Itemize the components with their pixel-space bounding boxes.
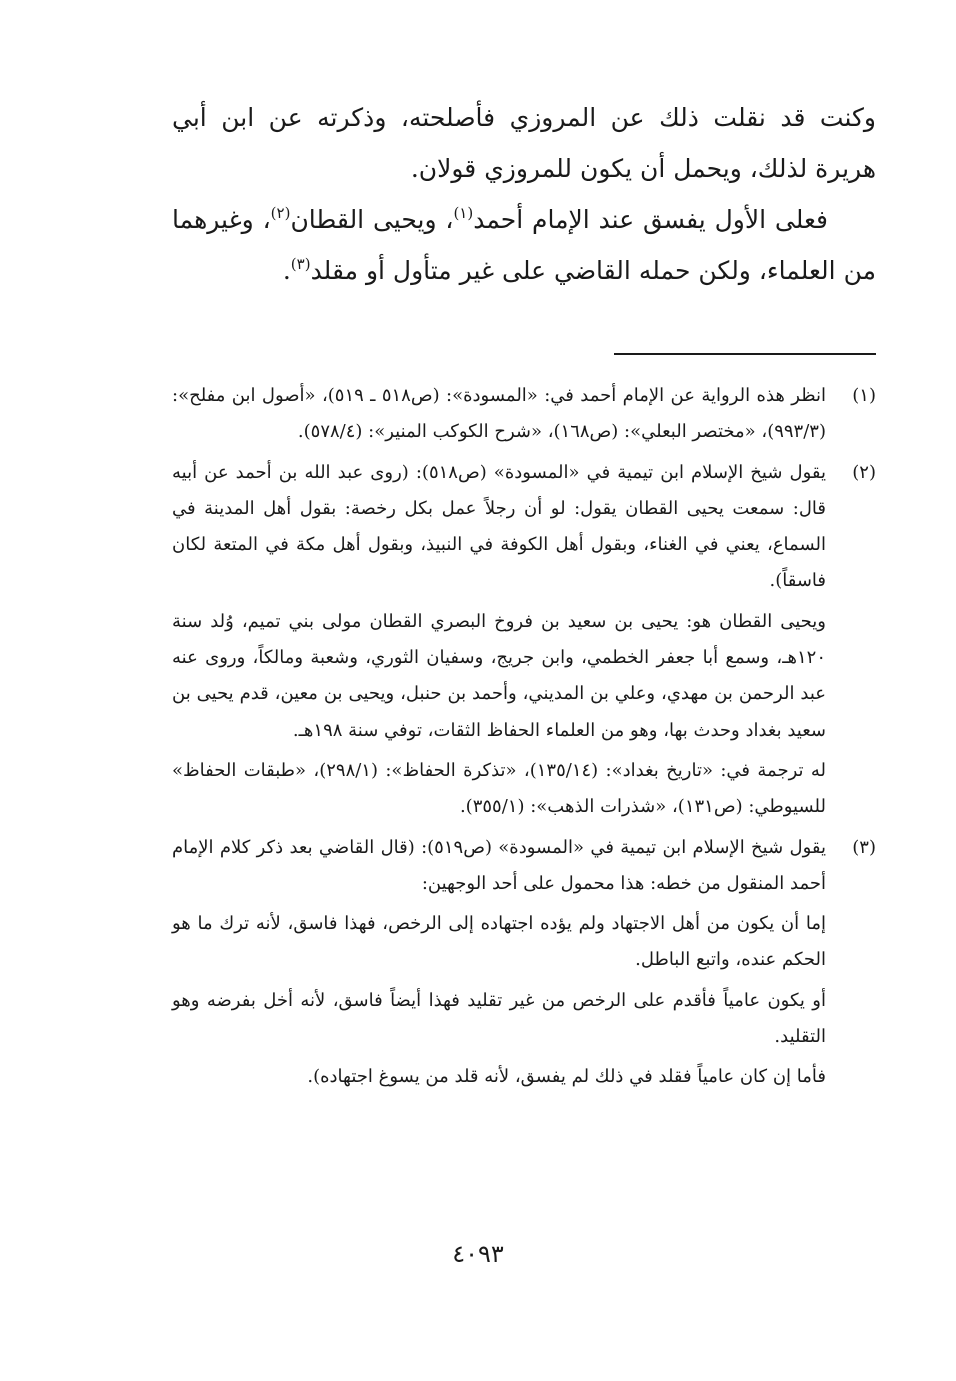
footnote-1 — [172, 378, 876, 451]
main-paragraph-1: وكنت قد نقلت ذلك عن المروزي فأصلحته، وذكرته عن ابن أبي هريرة لذلك، ويحمل أن يكون للمروزي قولان. — [172, 103, 876, 183]
main-paragraph-2-part-2: ، ويحيى القطان — [290, 205, 454, 234]
footnote-separator — [614, 353, 876, 355]
footnote-ref-2[interactable]: (٢) — [270, 204, 291, 222]
footnotes — [172, 378, 876, 1100]
footnote-paragraph: إما أن يكون من أهل الاجتهاد ولم يؤده اجتهاده إلى الرخص، فهذا فاسق، لأنه ترك ما هو الحكم عنده، واتبع الباطل. — [172, 913, 826, 971]
main-paragraph-2-part-3: ، وغيرهما من العلماء، ولكن حمله القاضي على غير متأول أو مقلد — [172, 205, 876, 285]
footnote-ref-3[interactable]: (٣) — [290, 255, 311, 273]
main-paragraph-2-part-1: فعلى الأول يفسق عند الإمام أحمد — [473, 205, 828, 234]
page-number: ٤٠٩٣ — [452, 1240, 504, 1268]
footnote-number: (١) — [852, 385, 876, 406]
footnote-paragraph: له ترجمة في: «تاريخ بغداد»: (١٣٥/١٤)، «تذكرة الحفاظ»: (٢٩٨/١)، «طبقات الحفاظ» للسيوطي: (ص١٣١)، «شذرات الذهب»: (٣٥٥/١). — [172, 759, 827, 818]
footnote-ref-1[interactable]: (١) — [453, 204, 474, 222]
footnote-paragraph: أو يكون عامياً فأقدم على الرخص من غير تقليد فهذا أيضاً فاسق، لأنه أخل بفرضه وهو التقليد. — [172, 989, 826, 1048]
footnote-number: (٣) — [852, 836, 876, 858]
footnote-paragraph: يقول شيخ الإسلام ابن تيمية في «المسودة» (ص٥١٩): (قال القاضي بعد ذكر كلام الإمام أحمد المنقول من خطه: هذا محمول على أحد الوجهين: — [172, 836, 826, 894]
main-paragraph-2-part-4: . — [282, 256, 291, 285]
main-paragraph-2 — [172, 194, 876, 296]
footnote-paragraph: انظر هذه الرواية عن الإمام أحمد في: «المسودة»: (ص٥١٨ ـ ٥١٩)، «أصول ابن مفلح»: (٩٩٣/٣)، «مختصر البعلي»: (ص١٦٨)، «شرح الكوكب المنير»: (٥٧٨/٤). — [172, 385, 826, 443]
footnote-number: (٢) — [852, 461, 876, 483]
main-text — [172, 92, 876, 296]
footnote-2 — [172, 455, 876, 826]
footnote-paragraph: فأما إن كان عامياً فقلد في ذلك لم يفسق، لأنه قلد من يسوغ اجتهاده). — [307, 1066, 826, 1088]
footnote-paragraph: يقول شيخ الإسلام ابن تيمية في «المسودة» (ص٥١٨): (روى عبد الله بن أحمد عن أبيه قال: سمعت يحيى القطان يقول: لو أن رجلاً عمل بكل رخصة: بقول أهل المدينة في السماع، يعني في الغناء، وبقول أهل الكوفة في النبيذ، وبقول أهل مكة في المتعة لكان فاسقاً). — [172, 461, 826, 592]
footnote-paragraph: ويحيى القطان هو: يحيى بن سعيد بن فروخ البصري القطان مولى بني تميم، وُلد سنة ١٢٠هـ، وسمع أبا جعفر الخطمي، وابن جريج، وسفيان الثوري، وشعبة ومالكاً، وروى عنه عبد الرحمن بن مهدي، وعلي بن المديني، وأحمد بن حنبل، ويحيى بن معين، قدم يحيى بن سعيد بغداد وحدث بها، وهو من العلماء الحفاظ الثقات، توفي سنة ١٩٨هـ. — [172, 610, 826, 741]
footnote-3 — [172, 830, 876, 1096]
